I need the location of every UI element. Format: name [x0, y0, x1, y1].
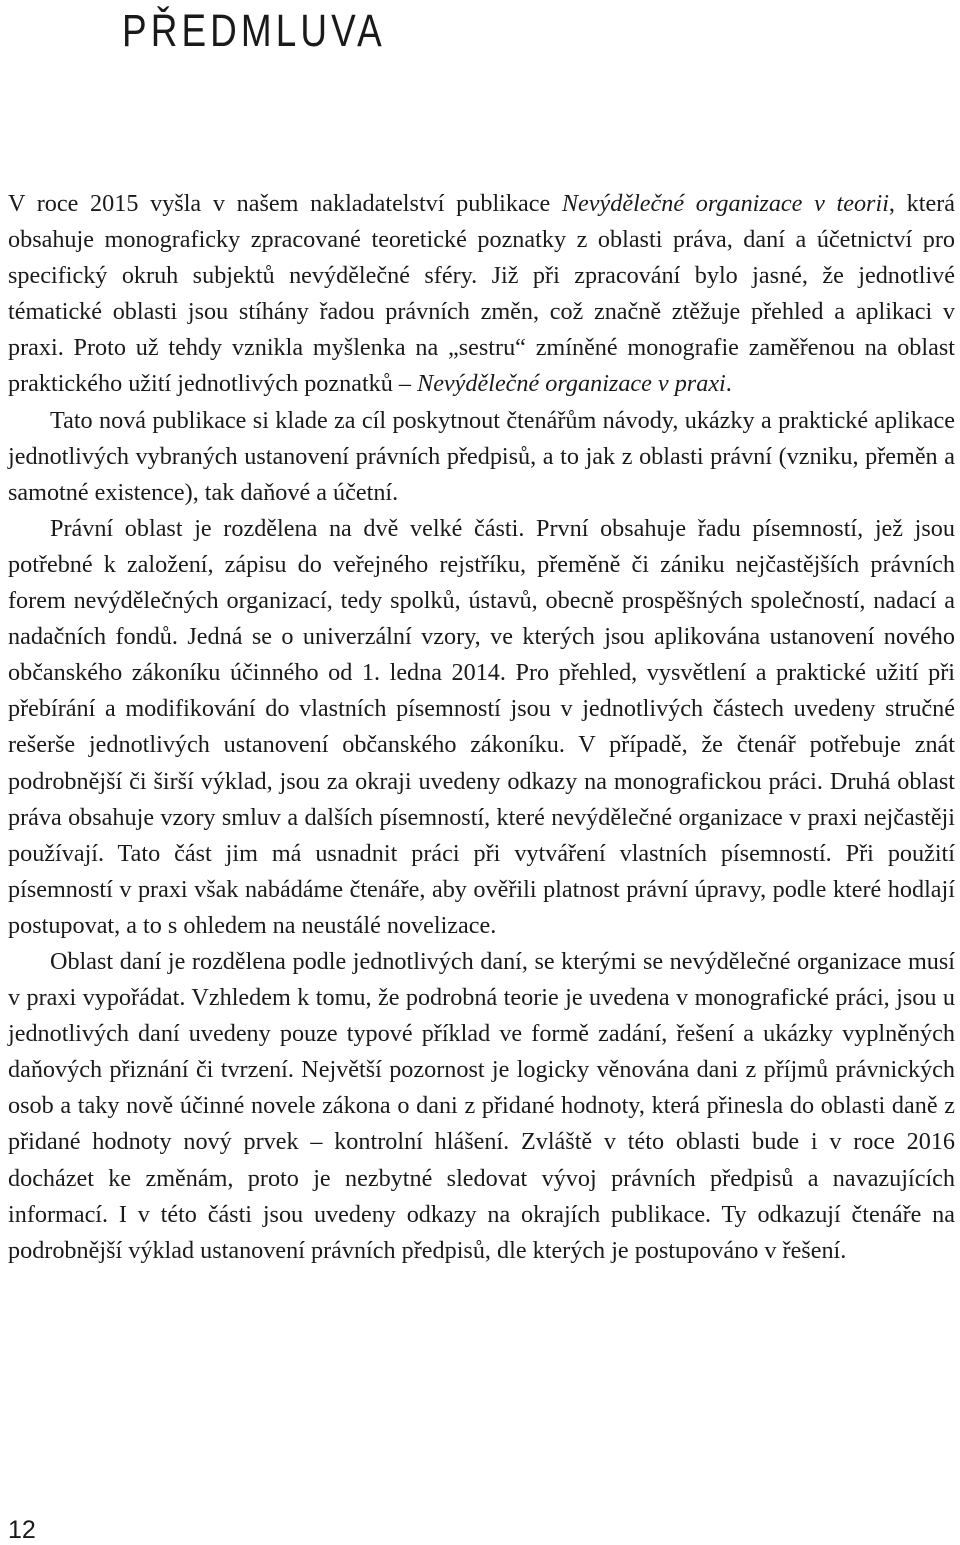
page-number: 12	[8, 1516, 36, 1544]
body-text	[8, 186, 955, 1269]
paragraph-2: Tato nová publikace si klade za cíl poskytnout čtenářům návody, ukázky a praktické aplikace jednotlivých vybraných ustanovení právních předpisů, a to jak z oblasti právní (vzniku, přeměn a samotné existence), tak daňové a účetní.	[8, 406, 955, 506]
paragraph-1-text-b: , která obsahuje monograficky zpracované teoretické poznatky z oblasti práva, daní a účetnictví pro specifický okruh subjektů nevýdělečné sféry. Již při zpracování bylo jasné, že jednotlivé tématické oblasti jsou stíhány řadou právních změn, což značně ztěžuje přehled a aplikaci v praxi. Proto už tehdy vznikla myšlenka na „sestru“ zmíněné monografie zaměřenou na oblast praktického užití jednotlivých poznatků –	[8, 190, 956, 398]
book-title-practice: Nevýdělečné organizace v praxi	[417, 370, 726, 398]
paragraph-4: Oblast daní je rozdělena podle jednotlivých daní, se kterými se nevýdělečné organizace musí v praxi vypořádat. Vzhledem k tomu, že podrobná teorie je uvedena v monografické práci, jsou u jednotlivých daní uvedeny pouze typové příklad ve formě zadání, řešení a ukázky vyplněných daňových přiznání či tvrzení. Největší pozornost je logicky věnována dani z příjmů právnických osob a taky nově účinné novele zákona o dani z přidané hodnoty, která přinesla do oblasti daně z přidané hodnoty nový prvek – kontrolní hlášení. Zvláště v této oblasti bude i v roce 2016 docházet ke změnám, proto je nezbytné sledovat vývoj právních předpisů a navazujících informací. I v této části jsou uvedeny odkazy na okrajích publikace. Ty odkazují čtenáře na podrobnější výklad ustanovení právních předpisů, dle kterých je postupováno v řešení.	[8, 947, 955, 1264]
paragraph-1-text-c: .	[725, 370, 732, 398]
book-title-theory: Nevýdělečné organizace v teorii	[561, 190, 889, 217]
paragraph-1-text-a: V roce 2015 vyšla v našem nakladatelství publikace	[8, 190, 562, 217]
page-title: PŘEDMLUVA	[122, 5, 386, 56]
paragraph-1	[8, 186, 955, 403]
paragraph-3: Právní oblast je rozdělena na dvě velké části. První obsahuje řadu písemností, jež jsou potřebné k založení, zápisu do veřejného rejstříku, přeměně či zániku nejčastějších právních forem nevýdělečných organizací, tedy spolků, ústavů, obecně prospěšných společností, nadací a nadačních fondů. Jedná se o univerzální vzory, ve kterých jsou aplikována ustanovení nového občanského zákoníku účinného od 1. ledna 2014. Pro přehled, vysvětlení a praktické užití při přebírání a modifikování do vlastních písemností jsou v jednotlivých částech uvedeny stručné rešerše jednotlivých ustanovení občanského zákoníku. V případě, že čtenář potřebuje znát podrobnější či širší výklad, jsou za okraji uvedeny odkazy na monografickou práci. Druhá oblast práva obsahuje vzory smluv a dalších písemností, které nevýdělečné organizace v praxi nejčastěji používají. Tato část jim má usnadnit práci při vytváření vlastních písemností. Při použití písemností v praxi však nabádáme čtenáře, aby ověřili platnost právní úpravy, podle které hodlají postupovat, a to s ohledem na neustálé novelizace.	[8, 514, 955, 939]
